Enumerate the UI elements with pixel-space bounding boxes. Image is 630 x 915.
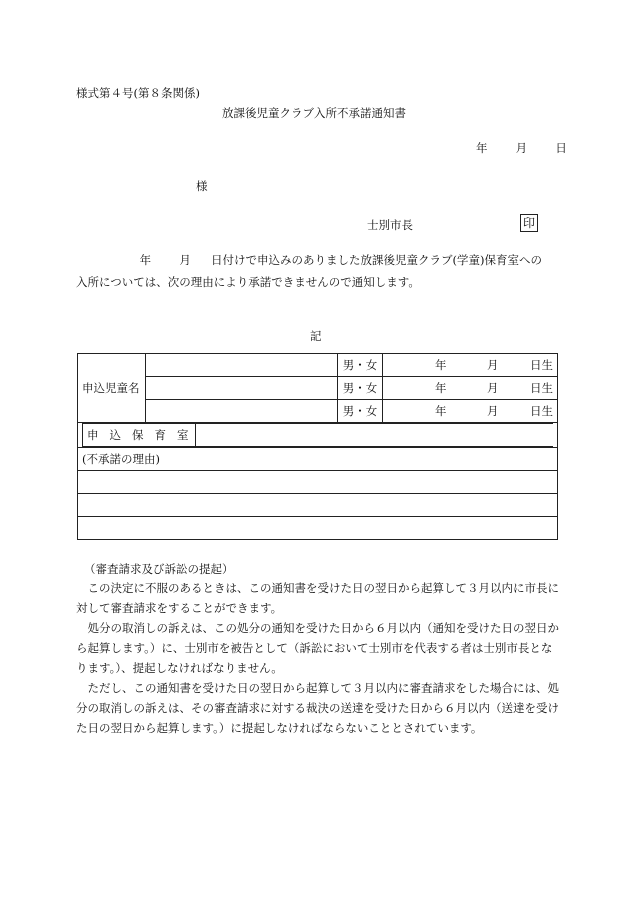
birth-month-label: 月: [487, 358, 499, 372]
apply-month-label: 月: [179, 253, 191, 267]
seal-mark: 印: [520, 214, 538, 232]
table-row: [78, 448, 558, 471]
birth-month-label: 月: [487, 404, 499, 418]
table-row: [78, 377, 558, 400]
birth-year-label: 年: [435, 381, 447, 395]
issue-year-label: 年: [476, 141, 488, 155]
form-number: 様式第４号(第８条関係): [76, 86, 200, 100]
birth-day-label: 日生: [530, 381, 553, 395]
issue-day-label: 日: [555, 141, 567, 155]
table-row: [78, 517, 558, 540]
issue-date: [476, 143, 567, 155]
child-name-field[interactable]: [146, 377, 338, 400]
child-name-field[interactable]: [146, 354, 338, 377]
table-row: [78, 494, 558, 517]
table-row: [78, 400, 558, 423]
table-row: [78, 354, 558, 377]
table-row: [78, 471, 558, 494]
gender-choice[interactable]: 男・女: [338, 354, 383, 377]
body-text-line-1: 日付けで申込みのありました放課後児童クラブ(学童)保育室への: [210, 253, 542, 267]
reason-field-line-2[interactable]: [78, 494, 558, 517]
appeal-notice: [76, 578, 560, 738]
child-name-label: 申込児童名: [78, 354, 146, 423]
recipient-honorific: 様: [196, 179, 208, 193]
body-text-line-2: 入所については、次の理由により承諾できませんので通知します。: [76, 275, 420, 289]
birth-month-label: 月: [487, 381, 499, 395]
birth-day-label: 日生: [530, 358, 553, 372]
appeal-paragraph-3: ただし、この通知書を受けた日の翌日から起算して３月以内に審査請求をした場合には、処分の取消しの訴えは、その審査請求に対する裁決の送達を受けた日から６月以内（送達を受けた日の翌日から起算します。）に提起しなければならないこととされています。: [76, 681, 559, 735]
reason-field-line-1[interactable]: [78, 471, 558, 494]
appeal-heading: （審査請求及び訴訟の提起）: [84, 562, 234, 576]
room-label: 申込保育室: [83, 424, 196, 447]
seal-stamp-box: [520, 217, 538, 230]
reason-field-line-3[interactable]: [78, 517, 558, 540]
gender-choice[interactable]: 男・女: [338, 377, 383, 400]
child-name-field[interactable]: [146, 400, 338, 423]
birth-year-label: 年: [435, 404, 447, 418]
birth-date-field[interactable]: [383, 354, 558, 377]
document-title: 放課後児童クラブ入所不承諾通知書: [222, 106, 406, 120]
ki-marker: 記: [310, 329, 322, 343]
appeal-paragraph-2: 処分の取消しの訴えは、この処分の通知を受けた日から６月以内（通知を受けた日の翌日から起算します。）に、士別市を被告として（訴訟において士別市を代表する者は士別市長となります。）、提起しなければなりません。: [76, 621, 559, 675]
birth-date-field[interactable]: [383, 400, 558, 423]
body-line-1: [76, 255, 542, 267]
application-table: [77, 353, 558, 540]
room-field[interactable]: [196, 424, 554, 447]
apply-year-label: 年: [139, 253, 152, 267]
reason-label: (不承諾の理由): [78, 448, 558, 471]
birth-date-field[interactable]: [383, 377, 558, 400]
issue-month-label: 月: [515, 141, 528, 155]
birth-year-label: 年: [435, 358, 447, 372]
sender-name: 士別市長: [367, 218, 413, 232]
birth-day-label: 日生: [530, 404, 553, 418]
table-row: [78, 423, 558, 448]
appeal-paragraph-1: この決定に不服のあるときは、この通知書を受けた日の翌日から起算して３月以内に市長に対して審査請求をすることができます。: [76, 581, 559, 615]
gender-choice[interactable]: 男・女: [338, 400, 383, 423]
